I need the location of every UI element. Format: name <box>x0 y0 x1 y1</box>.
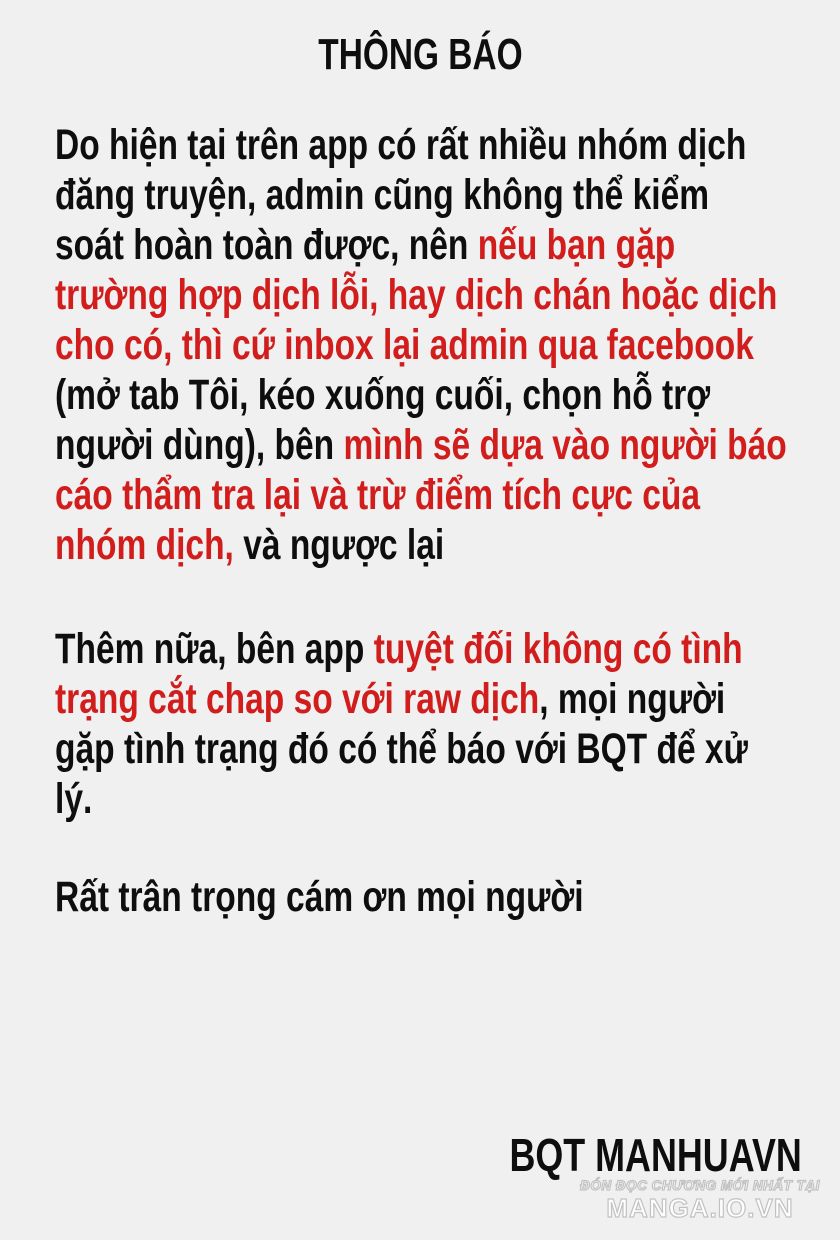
notice-line <box>55 420 787 470</box>
text-segment: đăng truyện, admin cũng không thể kiểm <box>55 171 710 219</box>
notice-line <box>55 520 787 570</box>
highlighted-text-segment: nhóm dịch, <box>55 521 234 569</box>
notice-line <box>55 624 787 674</box>
notice-line <box>55 220 787 270</box>
watermark-tagline: ĐÓN ĐỌC CHƯƠNG MỚI NHẤT TẠI <box>580 1178 820 1193</box>
highlighted-text-segment: trạng cắt chap so với raw dịch <box>55 675 540 723</box>
paragraph-1 <box>55 120 787 570</box>
signature-text: BQT MANHUAVN <box>509 1129 802 1181</box>
notice-line <box>55 674 787 724</box>
text-segment: lý. <box>55 775 93 823</box>
notice-line <box>55 774 787 824</box>
highlighted-text-segment: mình sẽ dựa vào người báo <box>343 421 787 469</box>
notice-line <box>55 120 787 170</box>
text-segment: gặp tình trạng đó có thể báo với BQT để xử <box>55 725 748 773</box>
text-segment: , mọi người <box>539 675 726 723</box>
page-title <box>0 30 840 80</box>
paragraph-3 <box>55 872 787 922</box>
highlighted-text-segment: trường hợp dịch lỗi, hay dịch chán hoặc dịch <box>55 271 778 319</box>
watermark-site-name: MANGA.IO.VN <box>606 1193 794 1223</box>
text-segment: Rất trân trọng cám ơn mọi người <box>55 873 584 921</box>
notice-body <box>55 120 787 922</box>
highlighted-text-segment: cáo thẩm tra lại và trừ điểm tích cực của <box>55 471 701 519</box>
notice-line <box>55 270 787 320</box>
highlighted-text-segment: nếu bạn gặp <box>477 221 676 269</box>
site-watermark <box>556 1177 840 1223</box>
notice-line <box>55 320 787 370</box>
text-segment: Thêm nữa, bên app <box>55 625 374 673</box>
notice-line <box>55 470 787 520</box>
notice-line <box>55 872 787 922</box>
signature <box>427 1131 802 1179</box>
highlighted-text-segment: cho có, thì cứ inbox lại admin qua facebook <box>55 321 754 369</box>
text-segment: soát hoàn toàn được, nên <box>55 221 478 269</box>
page-title-text: THÔNG BÁO <box>317 30 523 79</box>
text-segment: và ngược lại <box>233 521 445 569</box>
notice-line <box>55 370 787 420</box>
text-segment: Do hiện tại trên app có rất nhiều nhóm dịch <box>55 121 747 169</box>
paragraph-2 <box>55 624 787 824</box>
text-segment: (mở tab Tôi, kéo xuống cuối, chọn hỗ trợ <box>55 371 711 419</box>
text-segment: người dùng), bên <box>55 421 344 469</box>
notice-line <box>55 724 787 774</box>
highlighted-text-segment: tuyệt đối không có tình <box>373 625 743 673</box>
notice-line <box>55 170 787 220</box>
